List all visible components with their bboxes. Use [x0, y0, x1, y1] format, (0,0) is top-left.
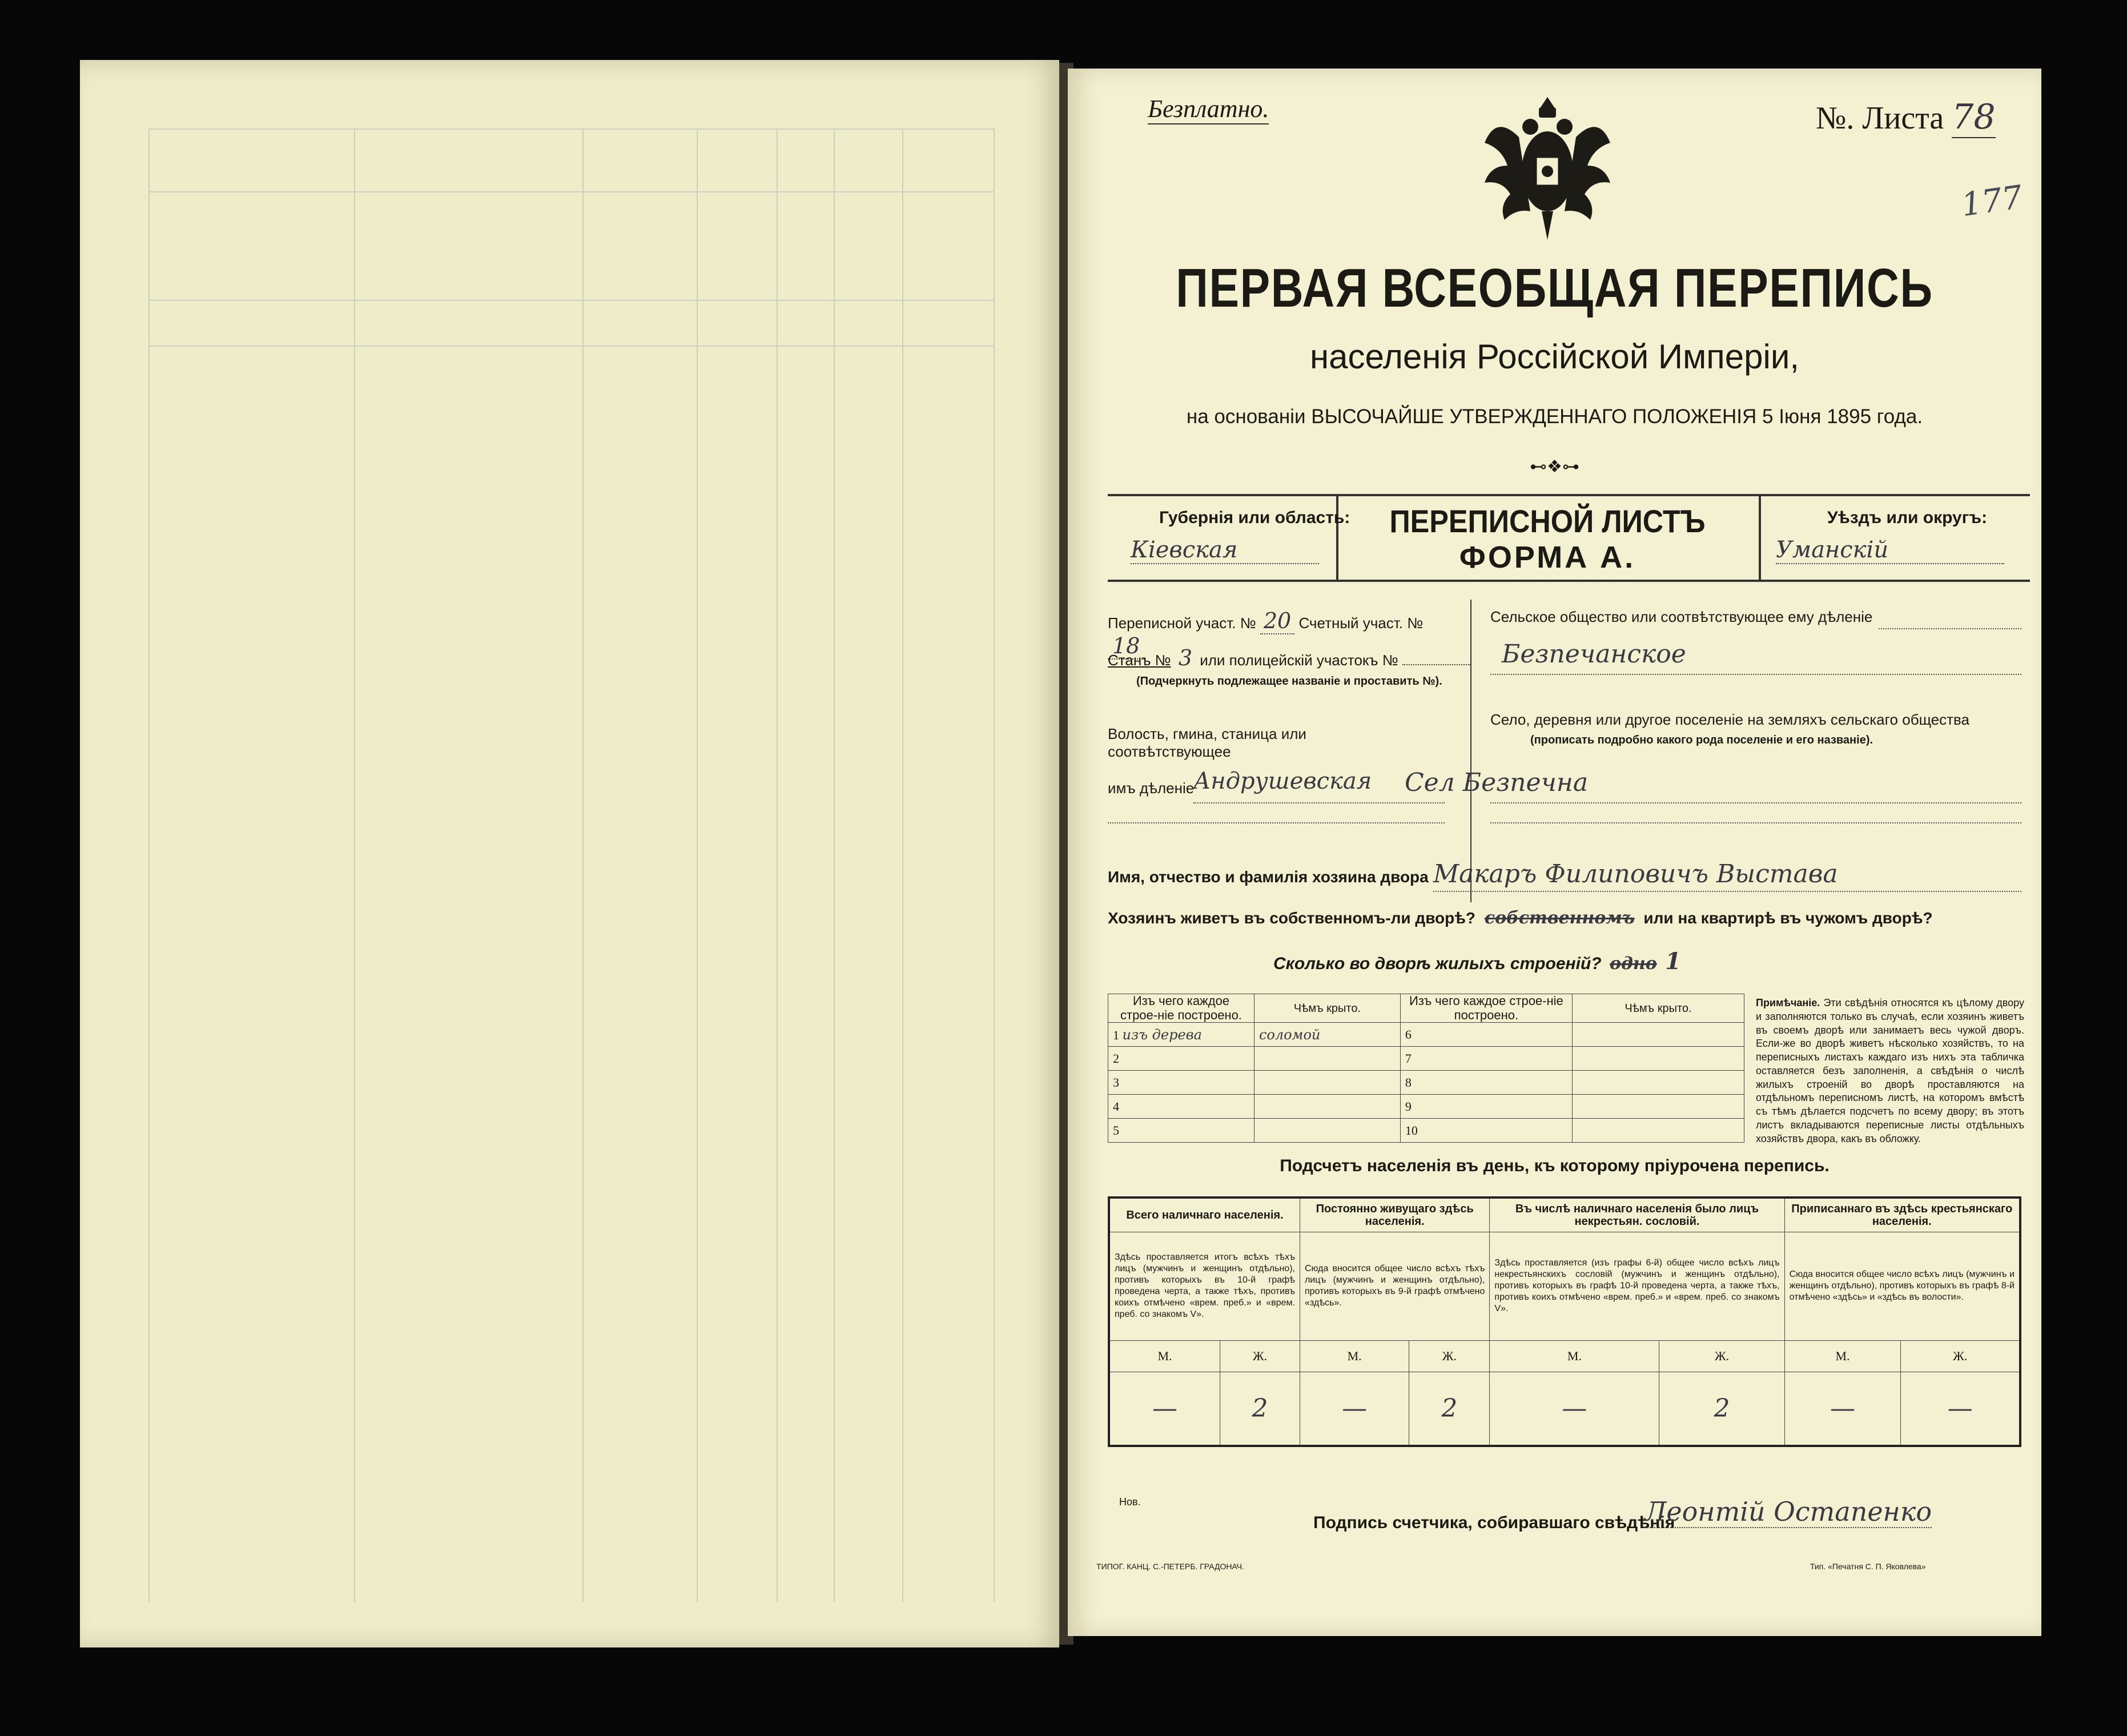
material-cell: изъ дерева	[1122, 1026, 1202, 1043]
volost-value: Андрушевская	[1193, 768, 1372, 794]
material-header-right: Изъ чего каждое строе-ніе построено.	[1400, 994, 1572, 1023]
society-dotted-line-2	[1490, 674, 2021, 675]
signature-label: Подпись счетчика, собиравшаго свѣдѣнія	[1313, 1513, 1675, 1532]
roof-header-right: Чѣмъ крыто.	[1572, 994, 1744, 1023]
count-value-zh: 2	[1220, 1372, 1300, 1446]
gubernia-label: Губернія или область:	[1159, 508, 1350, 527]
m-label: М.	[1300, 1340, 1409, 1372]
count-district-label: Счетный участ. №	[1298, 614, 1424, 632]
selo-prefix: Сел	[1405, 768, 1455, 797]
header-band-divider-right	[1759, 494, 1761, 580]
volost-dotted-line	[1193, 802, 1445, 803]
note-text: Эти свѣдѣнія относятся къ цѣлому двору и заполняются только въ случаѣ, если хозяинъ живетъ въ своемъ дворѣ или занимаетъ весь чужой дворъ. Если-же во дворѣ живетъ нѣсколько хозяйствъ, то на переписныхъ листахъ каждаго изъ нихъ эта табличка оставляется безъ заполненія, а свѣдѣнія о числѣ жилыхъ строеній во дворѣ проставляются на отдѣльномъ переписномъ листѣ, на которомъ вмѣстѣ съ тѣмъ дѣлается подсчетъ по всему двору; въ этотъ листъ вкладываются переписные листы отдѣльныхъ хозяйствъ двора, какъ въ обложку.	[1756, 997, 2024, 1144]
row-number: 1	[1113, 1027, 1119, 1042]
census-district-value: 20	[1260, 608, 1294, 634]
roof-cell	[1254, 1047, 1400, 1071]
uezd-value: Уманскій	[1776, 537, 2004, 564]
table-row	[1108, 1047, 1744, 1071]
society-value: Безпечанское	[1502, 640, 1686, 669]
zh-label: Ж.	[1659, 1340, 1784, 1372]
sheet-number-value: 78	[1952, 97, 1996, 137]
village-note: (прописать подробно какого рода поселеніе и его названіе).	[1530, 734, 1873, 746]
table-row	[1108, 1023, 1744, 1047]
table-row	[1108, 1071, 1744, 1095]
count-district-value: 18	[1108, 633, 1144, 660]
buildings-value: 1	[1665, 948, 1681, 975]
owner-label: Имя, отчество и фамилія хозяина двора	[1108, 868, 1429, 886]
table-row	[1108, 1095, 1744, 1119]
free-label: Безплатно.	[1148, 94, 1269, 124]
row-number: 9	[1400, 1095, 1572, 1119]
bleed-through-grid	[80, 60, 1059, 1647]
count-value-zh: 2	[1659, 1372, 1784, 1446]
society-dotted-line	[1879, 628, 2021, 629]
archive-corner-number: 177	[1959, 178, 2025, 224]
roof-header-left: Чѣмъ крыто.	[1254, 994, 1400, 1023]
population-count-table	[1108, 1196, 2021, 1447]
small-mark: Нов.	[1119, 1496, 1141, 1508]
sheet-title: ПЕРЕПИСНОЙ ЛИСТЪ	[1389, 503, 1706, 539]
count-value-zh: —	[1901, 1372, 2020, 1446]
census-main-title: ПЕРВАЯ ВСЕОБЩАЯ ПЕРЕПИСЬ	[1176, 258, 1933, 319]
header-band-top	[1108, 494, 2030, 496]
count-value-zh: 2	[1409, 1372, 1490, 1446]
roof-cell	[1572, 1071, 1744, 1095]
printer-mark-left: ТИПОГ. КАНЦ. С.-ПЕТЕРБ. ГРАДОНАЧ.	[1096, 1562, 1244, 1571]
underline-note: (Подчеркнуть подлежащее названіе и проставить №).	[1136, 675, 1442, 688]
count-col3-desc: Здѣсь проставляется (изъ графы 6-й) общее число всѣхъ лицъ некрестьянскихъ сословій (мужчинъ и женщинъ отдѣльно), противъ которыхъ въ графѣ 10-й проведена черта, а также тѣхъ, противъ коихъ отмѣчено «врем. преб.» и «врем. преб. со знакомъ V».	[1490, 1232, 1784, 1340]
count-col1-header: Всего наличнаго населенія.	[1109, 1197, 1300, 1232]
stan-value: 3	[1178, 645, 1192, 670]
buildings-struck-value: одно	[1609, 954, 1657, 974]
count-value-m: —	[1490, 1372, 1659, 1446]
imperial-eagle-emblem	[1479, 91, 1616, 251]
stan-label: Станъ №	[1108, 652, 1171, 669]
uezd-label: Уѣздъ или округъ:	[1827, 508, 1988, 527]
zh-label: Ж.	[1409, 1340, 1490, 1372]
note-title: Примѣчаніе.	[1756, 997, 1820, 1008]
zh-label: Ж.	[1901, 1340, 2020, 1372]
buildings-table	[1108, 994, 1744, 1143]
count-col2-header: Постоянно живущаго здѣсь населенія.	[1300, 1197, 1489, 1232]
form-title: ФОРМА А.	[1459, 540, 1636, 574]
row-number: 3	[1108, 1071, 1255, 1095]
count-col1-desc: Здѣсь проставляется итогъ всѣхъ тѣхъ лицъ (мужчинъ и женщинъ отдѣльно), противъ которыхъ въ 10-й графѣ проведена черта, а также тѣхъ, противъ коихъ отмѣчено «врем. преб.» и «врем. преб. со знакомъ V».	[1109, 1232, 1300, 1340]
printer-mark-right: Тип. «Печатня С. П. Яковлева»	[1810, 1562, 1926, 1571]
roof-cell: соломой	[1254, 1023, 1400, 1047]
count-col2-desc: Сюда вносится общее число всѣхъ тѣхъ лицъ (мужчинъ и женщинъ отдѣльно), противъ которыхъ въ 9-й графѣ отмѣчено «здѣсь».	[1300, 1232, 1489, 1340]
count-value-m: —	[1784, 1372, 1901, 1446]
row-number: 2	[1108, 1047, 1255, 1071]
owner-value: Макаръ Филиповичъ Выстава	[1433, 859, 1838, 889]
m-label: М.	[1490, 1340, 1659, 1372]
count-col4-desc: Сюда вносится общее число всѣхъ лицъ (мужчинъ и женщинъ отдѣльно), противъ которыхъ въ графѣ 8-й отмѣчено «здѣсь» и «здѣсь въ волости».	[1784, 1232, 2020, 1340]
roof-cell	[1254, 1095, 1400, 1119]
fields-column-divider	[1470, 600, 1471, 902]
left-page-blank	[80, 60, 1059, 1647]
roof-cell	[1254, 1071, 1400, 1095]
row-number: 4	[1108, 1095, 1255, 1119]
row-number: 10	[1400, 1119, 1572, 1143]
police-district-value	[1402, 664, 1471, 665]
roof-cell	[1572, 1119, 1744, 1143]
census-basis-line: на основаніи ВЫСОЧАЙШЕ УТВЕРЖДЕННАГО ПОЛОЖЕНІЯ 5 Іюня 1895 года.	[1186, 405, 1923, 428]
note-block	[1756, 996, 2024, 1146]
census-form-page	[1068, 69, 2041, 1636]
header-band-bottom	[1108, 580, 2030, 582]
village-dotted-line	[1490, 802, 2021, 803]
sheet-number-label: №. Листа	[1816, 101, 1944, 136]
row-number: 6	[1400, 1023, 1572, 1047]
enumerator-signature: Леонтій Остапенко	[1644, 1496, 1932, 1527]
volost-dotted-line-2	[1108, 822, 1445, 823]
roof-cell	[1572, 1047, 1744, 1071]
zh-label: Ж.	[1220, 1340, 1300, 1372]
row-number: 7	[1400, 1047, 1572, 1071]
count-value-m: —	[1109, 1372, 1220, 1446]
roof-cell	[1572, 1023, 1744, 1047]
society-label: Сельское общество или соотвѣтствующее ему дѣленіе	[1490, 608, 1873, 625]
roof-cell	[1572, 1095, 1744, 1119]
village-label: Село, деревня или другое поселеніе на земляхъ сельскаго общества	[1490, 711, 1970, 728]
roof-cell	[1254, 1119, 1400, 1143]
row-number: 8	[1400, 1071, 1572, 1095]
police-district-label: или полицейскій участокъ №	[1200, 652, 1398, 669]
volost-label: Волость, гмина, станица или соотвѣтствующее	[1108, 725, 1306, 761]
count-value-m: —	[1300, 1372, 1409, 1446]
lives-label: Хозяинъ живетъ въ собственномъ-ли дворѣ?	[1108, 909, 1476, 927]
table-row	[1108, 1119, 1744, 1143]
count-col3-header: Въ числѣ наличнаго населенія было лицъ некрестьян. сословій.	[1490, 1197, 1784, 1232]
village-value: Безпечна	[1462, 768, 1589, 797]
volost-label-2: имъ дѣленіе	[1108, 779, 1195, 797]
row-number: 5	[1108, 1119, 1255, 1143]
census-subtitle: населенія Россійской Имперіи,	[1309, 337, 1800, 376]
count-title: Подсчетъ населенія въ день, къ которому пріурочена перепись.	[1280, 1156, 1830, 1175]
census-district-label: Переписной участ. №	[1108, 614, 1256, 632]
title-ornament: ⊷❖⊶	[1530, 457, 1579, 476]
gubernia-value: Кіевская	[1131, 537, 1319, 564]
owner-dotted-line	[1433, 891, 2021, 892]
lives-label-2: или на квартирѣ въ чужомъ дворѣ?	[1643, 909, 1933, 927]
count-col4-header: Приписаннаго въ здѣсь крестьянскаго населенія.	[1784, 1197, 2020, 1232]
m-label: М.	[1109, 1340, 1220, 1372]
material-header-left: Изъ чего каждое строе-ніе построено.	[1108, 994, 1255, 1023]
lives-value: собственномъ	[1484, 908, 1635, 928]
m-label: М.	[1784, 1340, 1901, 1372]
village-dotted-line-2	[1490, 822, 2021, 823]
buildings-label: Сколько во дворѣ жилыхъ строеній?	[1273, 954, 1602, 973]
